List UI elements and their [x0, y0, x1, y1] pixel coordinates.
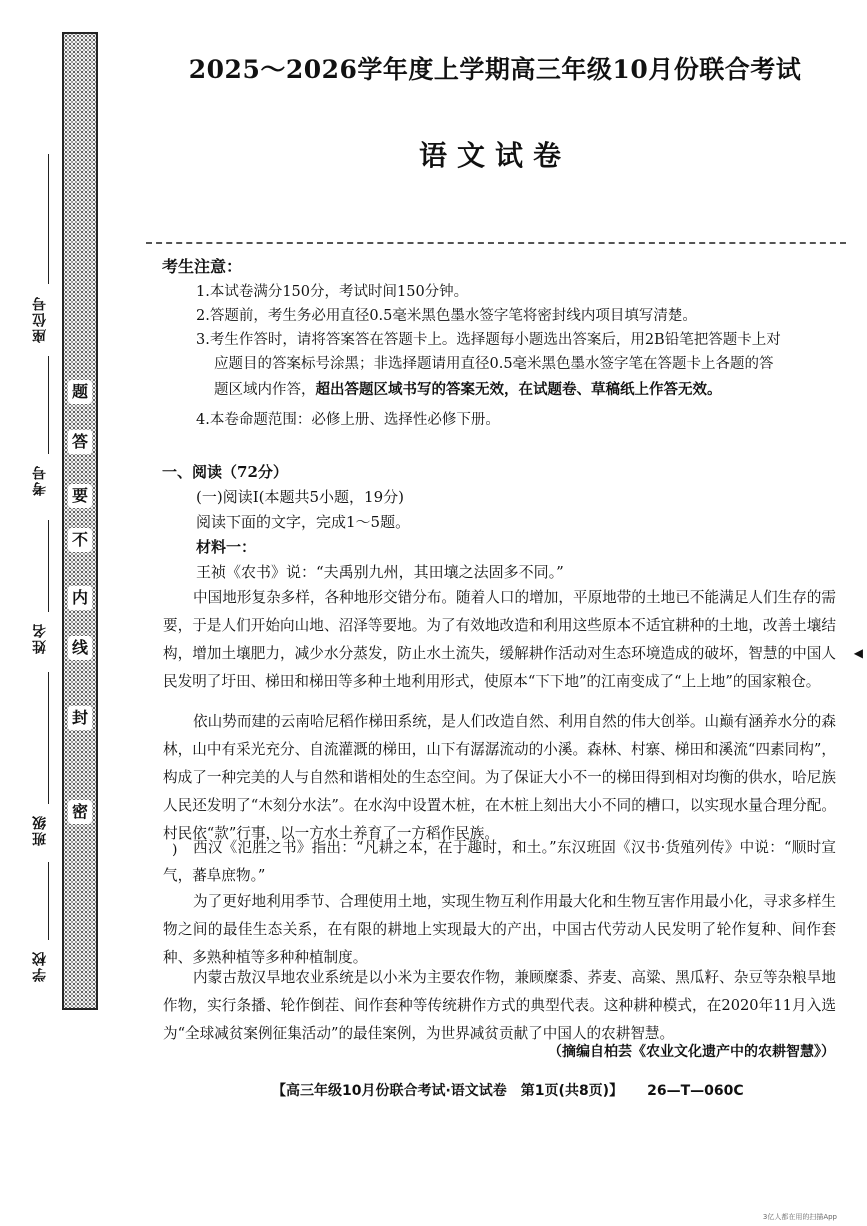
- name-line[interactable]: [48, 520, 49, 612]
- page-footer: [272, 1080, 744, 1100]
- page-arrow-icon: ◀: [853, 646, 863, 660]
- notice-item-3-end: [214, 378, 836, 402]
- seat-number-label: 座位号: [32, 295, 48, 343]
- school-label: 学校: [32, 950, 48, 982]
- notice-heading: 考生注意：: [162, 257, 243, 276]
- source-citation: （摘编自柏芸《农业文化遗产中的农耕智慧》）: [548, 1044, 835, 1060]
- header-divider: [146, 242, 846, 244]
- notice-item-2: 2.答题前，考生务必用直径0.5毫米黑色墨水签字笔将密封线内项目填写清楚。: [196, 308, 697, 324]
- footer-text: 【高三年级10月份联合考试·语文试卷 第1页(共8页)】: [272, 1083, 624, 1099]
- strip-char-yao: 要: [68, 484, 92, 508]
- material-label: 材料一：: [196, 538, 257, 556]
- paragraph-2: 依山势而建的云南哈尼稻作梯田系统，是人们改造自然、利用自然的伟大创举。山巅有涵养水分的森林，山中有采光充分、自流灌溉的梯田，山下有潺潺流动的小溪。森林、村寨、梯田和溪流“四素同构”，构成了一种完美的人与自然和谐相处的生态空间。为了保证大小不一的梯田得到相对均衡的供水，哈尼族人民还发明了“木刻分水法”。在水沟中设置木桩，在木桩上刻出大小不同的槽口，以实现水量合理分配。村民依“款”行事，以一方水土养育了一方稻作民族。: [163, 713, 836, 842]
- instruction: 阅读下面的文字，完成1～5题。: [196, 513, 411, 531]
- notice-item-4: 4.本卷命题范围：必修上册、选择性必修下册。: [196, 412, 500, 428]
- paragraph-4: 为了更好地利用季节、合理使用土地，实现生物互利作用最大化和生物互害作用最小化，寻求多样生物之间的最佳生态关系，在有限的耕地上实现最大的产出，中国古代劳动人民发明了轮作复种、间作套种、多熟种植等多种种植制度。: [163, 893, 836, 966]
- class-label: 班级: [32, 814, 48, 846]
- strip-char-da: 答: [68, 430, 92, 454]
- stray-bracket-mark: ): [172, 842, 178, 858]
- exam-number-label: 考号: [32, 464, 48, 496]
- paragraph-3: 西汉《氾胜之书》指出：“凡耕之本，在于趣时，和土。”东汉班固《汉书·货殖列传》中说：“顺时宣气，蕃阜庶物。”: [163, 839, 836, 884]
- name-label: 姓名: [32, 622, 48, 654]
- strip-char-bu: 不: [68, 528, 92, 552]
- paper-code: 26—T—060C: [647, 1083, 744, 1099]
- notice-item-3-emphasis: 超出答题区域书写的答案无效，在试题卷、草稿纸上作答无效。: [315, 382, 722, 398]
- notice-item-1: 1.本试卷满分150分，考试时间150分钟。: [196, 284, 469, 300]
- subject-title: 语文试卷: [418, 139, 571, 172]
- strip-char-mi: 密: [68, 800, 92, 824]
- quote-line: 王祯《农书》说：“夫禹别九州，其田壤之法固多不同。”: [196, 563, 564, 581]
- class-line[interactable]: [48, 672, 49, 804]
- exam-title: 2025～2026学年度上学期高三年级10月份联合考试: [188, 55, 802, 84]
- exam-number-line[interactable]: [48, 356, 49, 454]
- notice-item-3-cont: 应题目的答案标号涂黑；非选择题请用直径0.5毫米黑色墨水签字笔在答题卡上各题的答: [214, 356, 774, 372]
- school-line[interactable]: [48, 862, 49, 940]
- notice-item-3: 3.考生作答时，请将答案答在答题卡上。选择题每小题选出答案后，用2B铅笔把答题卡上对: [196, 332, 781, 348]
- paragraph-5: 内蒙古敖汉旱地农业系统是以小米为主要农作物，兼顾糜黍、荞麦、高粱、黑瓜籽、杂豆等杂粮旱地作物，实行条播、轮作倒茬、间作套种等传统耕作方式的典型代表。这种耕种模式，在2020年11月入选为“全球减贫案例征集活动”的最佳案例，为世界减贫贡献了中国人的农耕智慧。: [163, 969, 836, 1042]
- strip-char-feng: 封: [68, 706, 92, 730]
- paragraph-1: 中国地形复杂多样，各种地形交错分布。随着人口的增加，平原地带的土地已不能满足人们生存的需要，于是人们开始向山地、沼泽等要地。为了有效地改造和利用这些原本不适宜耕种的土地，改善土壤结构，增加土壤肥力，减少水分蒸发，防止水土流失，缓解耕作活动对生态环境造成的破坏，智慧的中国人民发明了圩田、梯田和梯田等多种土地利用形式，使原本“下下地”的江南变成了“上上地”的国家粮仓。: [163, 589, 836, 690]
- sealing-line-strip: [62, 32, 98, 1010]
- strip-char-ti: 题: [68, 380, 92, 404]
- scanner-watermark: 3亿人都在用的扫描App: [762, 1213, 837, 1221]
- strip-char-xian: 线: [68, 636, 92, 660]
- seat-number-line[interactable]: [48, 154, 49, 284]
- section-title: 一、阅读（72分）: [162, 463, 288, 481]
- part-title: (一)阅读Ⅰ(本题共5小题，19分): [196, 488, 404, 506]
- notice-item-3-plain: 题区域内作答，: [214, 382, 316, 398]
- strip-char-nei: 内: [68, 586, 92, 610]
